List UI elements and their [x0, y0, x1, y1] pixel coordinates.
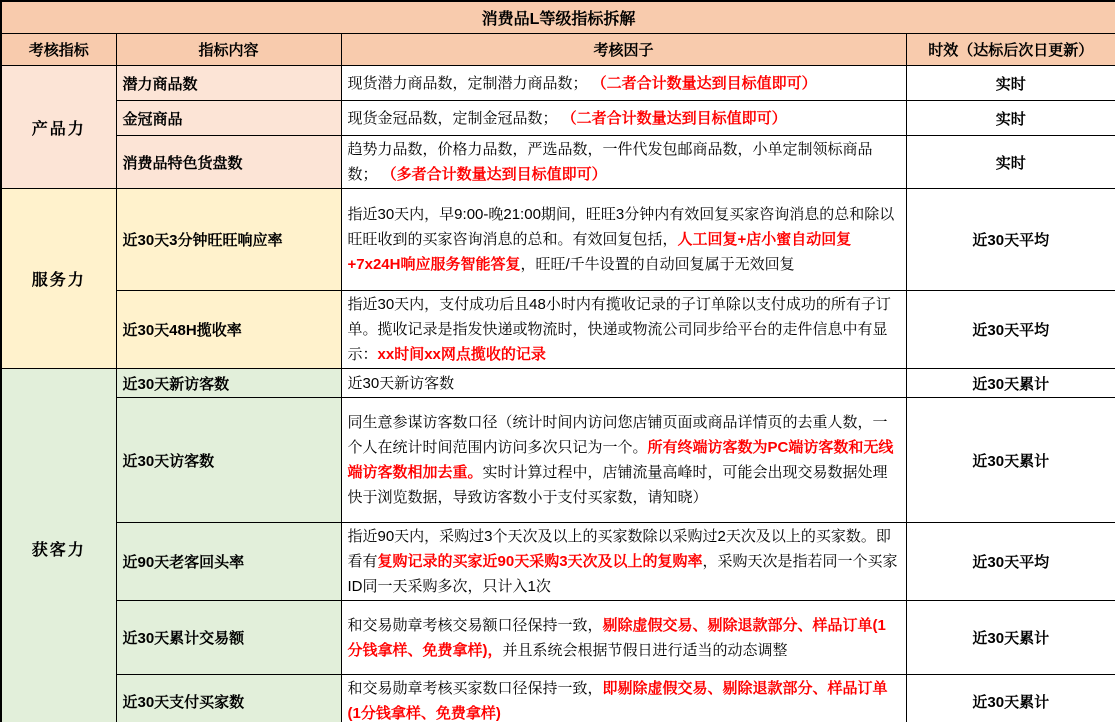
factor-text: 现货金冠品数，定制金冠品数； [347, 109, 558, 127]
indicator-cell: 消费品特色货盘数 [116, 136, 341, 189]
factor-highlight-text: 即剔除虚假交易、剔除退款部分、样品订单(1分钱拿样、免费拿样) [347, 680, 888, 722]
indicator-cell: 近30天3分钟旺旺响应率 [116, 189, 341, 291]
factor-cell [341, 369, 906, 398]
factor-highlight-text: xx时间xx网点揽收的记录 [377, 346, 546, 363]
timeliness-cell: 近30天累计 [906, 675, 1115, 722]
table-row [1, 291, 1115, 369]
timeliness-cell: 实时 [906, 101, 1115, 136]
col-header-assessment-factor: 考核因子 [341, 34, 906, 66]
table-row [1, 601, 1115, 675]
table-row [1, 101, 1115, 136]
col-header-indicator-content: 指标内容 [116, 34, 341, 66]
factor-text: 指近30天内，早9:00-晚21:00期间，旺旺3分钟内有效回复买家咨询消息的总和除以旺旺收到的买家咨询消息的总和。有效回复包括， [347, 206, 895, 248]
factor-cell [341, 398, 906, 523]
table-row [1, 523, 1115, 601]
factor-highlight-text: 人工回复+店小蜜自动回复+7x24H响应服务智能答复 [347, 231, 852, 273]
category-cell: 获客力 [1, 369, 116, 722]
indicator-cell: 近30天支付买家数 [116, 675, 341, 722]
factor-highlight-text: 所有终端访客数为PC端访客数和无线端访客数相加去重。 [347, 439, 894, 481]
factor-cell [341, 136, 906, 189]
indicator-cell: 金冠商品 [116, 101, 341, 136]
table-row [1, 369, 1115, 398]
table-body [1, 66, 1115, 722]
factor-text: 同生意参谋访客数口径（统计时间内访问您店铺页面或商品详情页的去重人数，一个人在统计时间范围内访问多次只记为一个。 [347, 414, 888, 456]
factor-text: 现货潜力商品数，定制潜力商品数； [347, 74, 588, 92]
timeliness-cell: 实时 [906, 136, 1115, 189]
factor-text: ，采购天次是指若同一个买家ID同一天采购多次，只计入1次 [347, 553, 898, 595]
factor-highlight-text: （多者合计数量达到目标值即可） [377, 166, 607, 183]
indicator-cell: 近30天访客数 [116, 398, 341, 523]
timeliness-cell: 近30天累计 [906, 398, 1115, 523]
indicator-cell: 潜力商品数 [116, 66, 341, 101]
table-row [1, 66, 1115, 101]
factor-highlight-text: （二者合计数量达到目标值即可） [557, 109, 787, 127]
factor-text: 指近90天内，采购过3个天次及以上的买家数除以采购过2天次及以上的买家数。即看有 [347, 528, 891, 570]
factor-text: ，旺旺/千牛设置的自动回复属于无效回复 [520, 256, 795, 273]
table-row [1, 136, 1115, 189]
indicator-cell: 近30天累计交易额 [116, 601, 341, 675]
factor-highlight-text: （二者合计数量达到目标值即可） [587, 74, 817, 92]
timeliness-cell: 实时 [906, 66, 1115, 101]
col-header-timeliness: 时效（达标后次日更新） [906, 34, 1115, 66]
factor-highlight-text: 剔除虚假交易、剔除退款部分、样品订单(1分钱拿样、免费拿样)， [347, 616, 886, 659]
indicator-cell: 近30天48H揽收率 [116, 291, 341, 369]
factor-text: 实时计算过程中，店铺流量高峰时，可能会出现交易数据处理快于浏览数据，导致访客数小于支付买家数，请知晓） [347, 464, 888, 506]
table-row [1, 189, 1115, 291]
factor-cell [341, 675, 906, 722]
factor-cell [341, 601, 906, 675]
factor-text: 指近30天内，支付成功后且48小时内有揽收记录的子订单除以支付成功的所有子订单。揽收记录是指发快递或物流时，快递或物流公司同步给平台的走件信息中有显示： [347, 296, 891, 363]
col-header-assessment-indicator: 考核指标 [1, 34, 116, 66]
header-row [1, 34, 1115, 66]
table-row [1, 675, 1115, 722]
factor-text: 和交易勋章考核买家数口径保持一致， [347, 680, 603, 697]
factor-text: 趋势力品数，价格力品数，严选品数，一件代发包邮商品数，小单定制领标商品数； [347, 141, 873, 183]
timeliness-cell: 近30天平均 [906, 523, 1115, 601]
timeliness-cell: 近30天平均 [906, 291, 1115, 369]
factor-text: 并且系统会根据节假日进行适当的动态调整 [502, 641, 788, 659]
indicator-cell: 近30天新访客数 [116, 369, 341, 398]
factor-cell [341, 66, 906, 101]
timeliness-cell: 近30天累计 [906, 601, 1115, 675]
title-row [1, 1, 1115, 34]
factor-cell [341, 189, 906, 291]
factor-cell [341, 101, 906, 136]
timeliness-cell: 近30天累计 [906, 369, 1115, 398]
factor-text: 近30天新访客数 [347, 374, 455, 392]
timeliness-cell: 近30天平均 [906, 189, 1115, 291]
page-title: 消费品L等级指标拆解 [1, 1, 1115, 34]
indicator-cell: 近90天老客回头率 [116, 523, 341, 601]
category-cell: 产品力 [1, 66, 116, 189]
category-cell: 服务力 [1, 189, 116, 369]
factor-highlight-text: 复购记录的买家近90天采购3天次及以上的复购率 [377, 553, 703, 570]
factor-text: 和交易勋章考核交易额口径保持一致， [347, 616, 603, 634]
factor-cell [341, 523, 906, 601]
factor-cell [341, 291, 906, 369]
table-row [1, 398, 1115, 523]
